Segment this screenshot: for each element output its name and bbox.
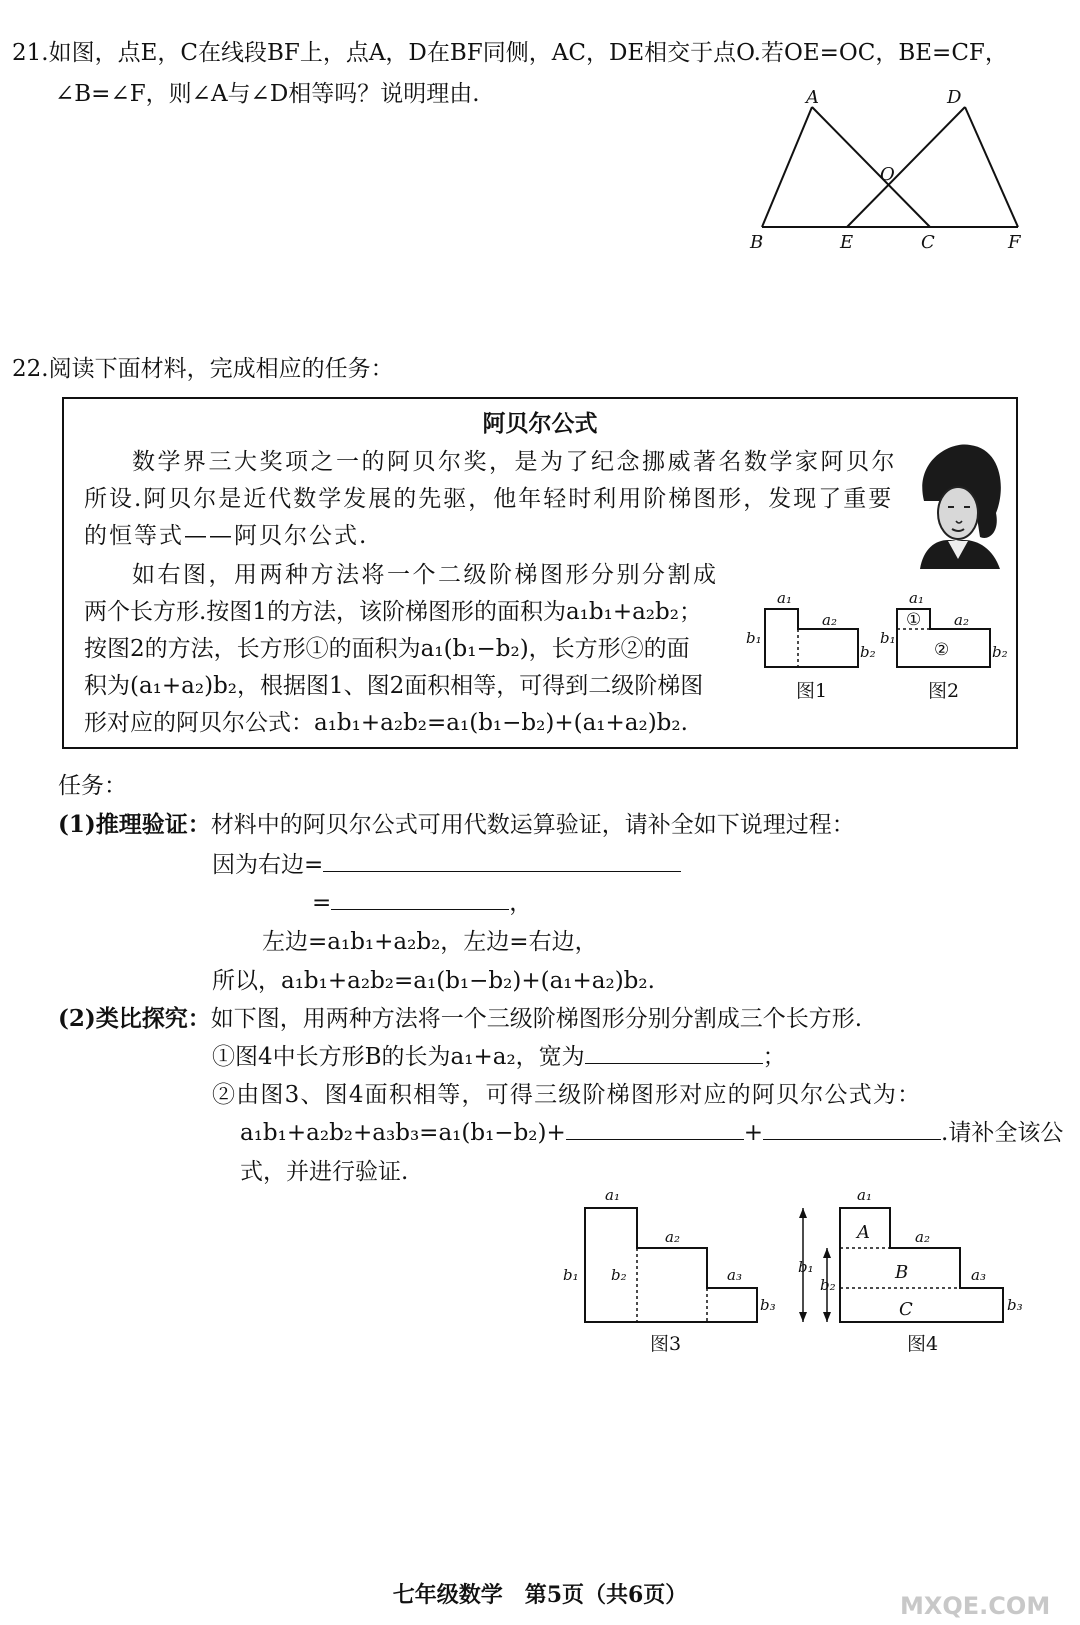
fig2-b2: b₂ — [992, 643, 1008, 661]
fig2-region2: ② — [934, 640, 950, 660]
q22-intro: 22.阅读下面材料，完成相应的任务： — [12, 356, 394, 382]
fig4-b1: b₁ — [798, 1258, 814, 1276]
watermark: MXQE.COM — [900, 1592, 1051, 1620]
task2-sub1: ①图4中长方形B的长为a₁+a₂，宽为 ； — [212, 1038, 786, 1071]
tasks-label: 任务： — [58, 773, 127, 799]
label-o: O — [880, 164, 895, 185]
fig1-a1: a₁ — [777, 589, 792, 607]
two-step-figures — [740, 585, 1010, 715]
fig2-a2: a₂ — [954, 611, 969, 629]
page-footer: 七年级数学 第5页（共6页） — [392, 1582, 688, 1608]
fig4-caption: 图4 — [907, 1333, 939, 1355]
q21-number: 21. — [12, 40, 49, 66]
material-p2-line4: 积为(a₁+a₂)b₂，根据图1、图2面积相等，可得到二级阶梯图 — [84, 673, 704, 699]
fig3-caption: 图3 — [650, 1333, 682, 1355]
material-p2-line1: 如右图，用两种方法将一个二级阶梯图形分别分割成 — [132, 562, 719, 588]
material-p1-line3: 的恒等式——阿贝尔公式. — [84, 523, 369, 549]
fig3-a2: a₂ — [665, 1228, 680, 1246]
fig2-caption: 图2 — [928, 680, 960, 702]
task1-line4: 所以，a₁b₁+a₂b₂=a₁(b₁−b₂)+(a₁+a₂)b₂. — [212, 968, 655, 994]
segment-ba — [762, 107, 812, 227]
fig1-staircase — [765, 609, 858, 667]
material-p2-line2: 两个长方形.按图1的方法，该阶梯图形的面积为a₁b₁+a₂b₂； — [84, 599, 702, 625]
material-p2-line3: 按图2的方法，长方形①的面积为a₁(b₁−b₂)，长方形②的面 — [84, 636, 690, 662]
fig3-b2: b₂ — [611, 1266, 627, 1284]
fig3-b1: b₁ — [563, 1266, 579, 1284]
task2-blank-term3[interactable] — [763, 1117, 941, 1140]
fig3-a3: a₃ — [727, 1266, 742, 1284]
task2-heading: (2)类比探究：如下图，用两种方法将一个三级阶梯图形分别分割成三个长方形. — [58, 1005, 863, 1032]
fig4-a3: a₃ — [971, 1266, 986, 1284]
fig4-b2: b₂ — [820, 1276, 836, 1294]
fig2-b1: b₁ — [880, 629, 896, 647]
label-f: F — [1008, 232, 1021, 253]
task2-sub2-line3: 式，并进行验证. — [240, 1159, 409, 1185]
task1-line2: = ， — [312, 884, 532, 917]
three-step-figures — [555, 1180, 1035, 1370]
fig4-a1: a₁ — [857, 1186, 872, 1204]
segment-df — [965, 107, 1018, 227]
fig4-rect-a: A — [857, 1222, 870, 1243]
segment-ed — [847, 107, 965, 227]
fig4-rect-b: B — [895, 1262, 909, 1283]
task1-line3: 左边=a₁b₁+a₂b₂，左边=右边， — [262, 929, 598, 955]
task1-line1: 因为右边= — [212, 846, 681, 879]
material-box — [62, 397, 1018, 749]
task1-head: (1)推理验证： — [58, 811, 211, 838]
task2-head: (2)类比探究： — [58, 1005, 211, 1032]
fig2-a1: a₁ — [909, 589, 924, 607]
q21-triangle-figure — [740, 85, 1040, 255]
label-e: E — [840, 232, 854, 253]
task1-blank2[interactable] — [331, 887, 509, 910]
abel-portrait — [910, 441, 1006, 569]
task2-sub2-line2: a₁b₁+a₂b₂+a₃b₃=a₁(b₁−b₂)+ + .请补全该公 — [240, 1114, 1063, 1147]
task2-sub2-line1: ②由图3、图4面积相等，可得三级阶梯图形对应的阿贝尔公式为： — [212, 1082, 922, 1108]
material-title: 阿贝尔公式 — [482, 410, 598, 437]
label-c: C — [921, 232, 935, 253]
fig3-b3: b₃ — [760, 1296, 776, 1314]
fig1-b1: b₁ — [746, 629, 762, 647]
fig1-a2: a₂ — [822, 611, 837, 629]
material-p1-line2: 所设.阿贝尔是近代数学发展的先驱，他年轻时利用阶梯图形，发现了重要 — [84, 486, 894, 512]
fig2-region1: ① — [906, 610, 922, 630]
fig1-caption: 图1 — [796, 680, 828, 702]
fig4-a2: a₂ — [915, 1228, 930, 1246]
q21-line2: ∠B=∠F，则∠A与∠D相等吗？说明理由. — [55, 81, 480, 107]
q21-line1: 21.如图，点E，C在线段BF上，点A，D在BF同侧，AC，DE相交于点O.若OE=OC，BE=CF， — [12, 40, 1008, 66]
material-p2-line5: 形对应的阿贝尔公式：a₁b₁+a₂b₂=a₁(b₁−b₂)+(a₁+a₂)b₂. — [84, 710, 688, 736]
fig4-b3: b₃ — [1007, 1296, 1023, 1314]
task1-blank1[interactable] — [323, 849, 681, 872]
task2-blank-term2[interactable] — [566, 1117, 744, 1140]
label-d: D — [947, 87, 962, 108]
task1-heading: (1)推理验证：材料中的阿贝尔公式可用代数运算验证，请补全如下说理过程： — [58, 811, 855, 838]
fig3-a1: a₁ — [605, 1186, 620, 1204]
fig3-staircase — [585, 1208, 757, 1322]
fig1-b2: b₂ — [860, 643, 876, 661]
label-a: A — [806, 87, 819, 108]
label-b: B — [750, 232, 764, 253]
material-p1-line1: 数学界三大奖项之一的阿贝尔奖，是为了纪念挪威著名数学家阿贝尔 — [132, 449, 897, 475]
segment-ac — [812, 107, 930, 227]
task2-blank-width[interactable] — [585, 1041, 763, 1064]
fig4-rect-c: C — [899, 1299, 913, 1320]
q22-number: 22. — [12, 356, 49, 382]
